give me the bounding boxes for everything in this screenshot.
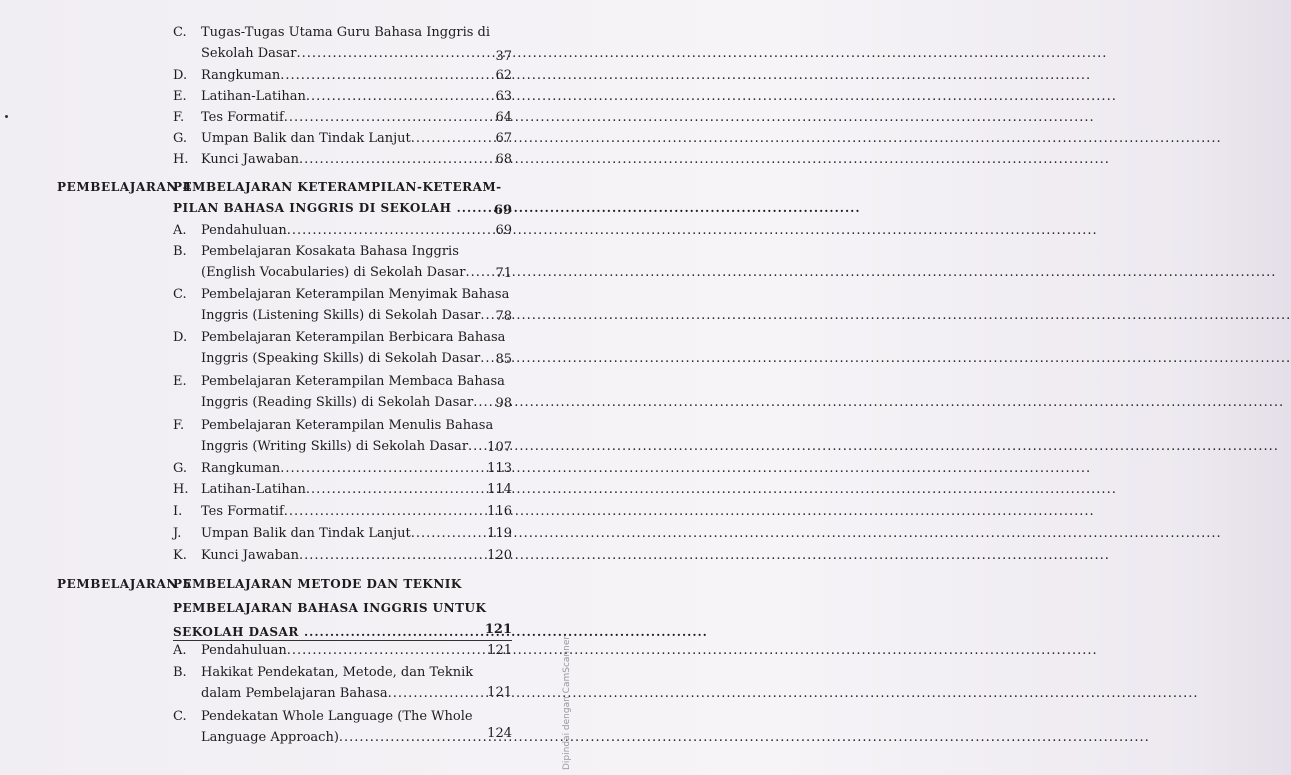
entry-line: Pendahuluan ..... bbox=[201, 640, 471, 661]
entry-letter: D. bbox=[173, 68, 188, 83]
entry-page-number: 124 bbox=[487, 726, 512, 741]
entry-letter: J. bbox=[173, 526, 182, 541]
entry-title bbox=[201, 479, 471, 500]
entry-line: Pendekatan Whole Language (The Whole bbox=[201, 709, 473, 724]
entry-letter: H. bbox=[173, 152, 189, 167]
entry-page-number: 69 bbox=[495, 223, 512, 238]
chapter-title-line: PEMBELAJARAN METODE DAN TEKNIK bbox=[173, 577, 462, 591]
entry-page-number: 113 bbox=[487, 461, 512, 476]
entry-title bbox=[201, 241, 471, 283]
entry-line: Inggris (Speaking Skills) di Sekolah Dasar ..... bbox=[201, 348, 471, 369]
entry-page-number: 121 bbox=[487, 643, 512, 658]
chapter-label: PEMBELAJARAN 4 bbox=[57, 180, 192, 194]
entry-line: Sekolah Dasar ..... bbox=[201, 43, 471, 64]
entry-letter: A. bbox=[173, 223, 187, 238]
entry-line: Pembelajaran Keterampilan Menyimak Bahasa bbox=[201, 287, 510, 302]
entry-line: Latihan-Latihan ..... bbox=[201, 86, 471, 107]
entry-title bbox=[201, 149, 471, 170]
entry-title bbox=[201, 65, 471, 86]
entry-page-number: 98 bbox=[495, 396, 512, 411]
entry-page-number: 120 bbox=[487, 548, 512, 563]
entry-page-number: 37 bbox=[495, 49, 512, 64]
entry-title bbox=[201, 501, 471, 522]
entry-title bbox=[201, 545, 471, 566]
entry-title bbox=[201, 86, 471, 107]
entry-letter: F. bbox=[173, 418, 185, 433]
chapter-label: PEMBELAJARAN 5 bbox=[57, 577, 192, 591]
entry-line: Pembelajaran Keterampilan Membaca Bahasa bbox=[201, 374, 505, 389]
entry-letter: C. bbox=[173, 709, 187, 724]
entry-letter: G. bbox=[173, 131, 188, 146]
entry-line: Inggris (Reading Skills) di Sekolah Dasar ..... bbox=[201, 392, 471, 413]
entry-line: Latihan-Latihan ..... bbox=[201, 479, 471, 500]
entry-line: Pembelajaran Keterampilan Berbicara Bahasa bbox=[201, 330, 506, 345]
entry-page-number: 62 bbox=[495, 68, 512, 83]
entry-page-number: 114 bbox=[487, 482, 512, 497]
entry-page-number: 67 bbox=[495, 131, 512, 146]
scan-speck bbox=[5, 115, 8, 118]
entry-line: Kunci Jawaban ..... bbox=[201, 149, 471, 170]
chapter-title-line: PEMBELAJARAN BAHASA INGGRIS UNTUK bbox=[173, 601, 487, 615]
chapter-title bbox=[173, 574, 487, 643]
entry-line: Rangkuman ..... bbox=[201, 458, 471, 479]
entry-page-number: 78 bbox=[495, 309, 512, 324]
entry-page-number: 119 bbox=[487, 526, 512, 541]
entry-line: Kunci Jawaban ..... bbox=[201, 545, 471, 566]
entry-line: dalam Pembelajaran Bahasa ..... bbox=[201, 683, 471, 704]
entry-title bbox=[201, 107, 471, 128]
entry-title bbox=[201, 22, 491, 64]
entry-page-number: 121 bbox=[487, 685, 512, 700]
chapter-page-number: 121 bbox=[484, 622, 512, 637]
entry-title bbox=[201, 415, 494, 457]
entry-letter: C. bbox=[173, 287, 187, 302]
entry-line: Tes Formatif ..... bbox=[201, 501, 471, 522]
entry-letter: K. bbox=[173, 548, 187, 563]
entry-letter: B. bbox=[173, 665, 187, 680]
chapter-page-number: 69 bbox=[493, 203, 512, 218]
entry-letter: E. bbox=[173, 374, 187, 389]
entry-title bbox=[201, 706, 471, 748]
entry-letter: E. bbox=[173, 89, 187, 104]
entry-title bbox=[201, 662, 474, 704]
chapter-title-line: PEMBELAJARAN KETERAMPILAN-KETERAM- bbox=[173, 180, 502, 194]
entry-line: Umpan Balik dan Tindak Lanjut ..... bbox=[201, 128, 471, 149]
entry-letter: H. bbox=[173, 482, 189, 497]
entry-line: Pembelajaran Kosakata Bahasa Inggris bbox=[201, 244, 459, 259]
entry-line: Language Approach) ..... bbox=[201, 727, 471, 748]
entry-line: Rangkuman ..... bbox=[201, 65, 471, 86]
entry-line: Umpan Balik dan Tindak Lanjut ..... bbox=[201, 523, 471, 544]
entry-title bbox=[201, 458, 471, 479]
entry-title bbox=[201, 640, 471, 661]
entry-letter: C. bbox=[173, 25, 187, 40]
entry-letter: F. bbox=[173, 110, 185, 125]
entry-title bbox=[201, 128, 471, 149]
entry-letter: D. bbox=[173, 330, 188, 345]
toc-page bbox=[0, 0, 600, 775]
entry-letter: A. bbox=[173, 643, 187, 658]
entry-line: Tes Formatif ..... bbox=[201, 107, 471, 128]
entry-letter: G. bbox=[173, 461, 188, 476]
entry-line: Tugas-Tugas Utama Guru Bahasa Inggris di bbox=[201, 25, 491, 40]
entry-line: Inggris (Listening Skills) di Sekolah Dasar ..... bbox=[201, 305, 471, 326]
entry-line: Pembelajaran Keterampilan Menulis Bahasa bbox=[201, 418, 494, 433]
entry-letter: I. bbox=[173, 504, 183, 519]
entry-letter: B. bbox=[173, 244, 187, 259]
scanner-watermark: Dipindai dengan CamScanner bbox=[562, 635, 572, 770]
entry-line: (English Vocabularies) di Sekolah Dasar ..... bbox=[201, 262, 471, 283]
chapter-title bbox=[173, 177, 502, 219]
entry-line: Hakikat Pendekatan, Metode, dan Teknik bbox=[201, 665, 474, 680]
entry-page-number: 68 bbox=[495, 152, 512, 167]
entry-page-number: 107 bbox=[487, 440, 512, 455]
chapter-title-line: SEKOLAH DASAR ..... bbox=[173, 622, 473, 643]
entry-title bbox=[201, 220, 471, 241]
entry-page-number: 64 bbox=[495, 110, 512, 125]
entry-page-number: 85 bbox=[495, 352, 512, 367]
entry-page-number: 71 bbox=[495, 266, 512, 281]
chapter-title-line: PILAN BAHASA INGGRIS DI SEKOLAH ..... bbox=[173, 198, 473, 219]
entry-page-number: 116 bbox=[487, 504, 512, 519]
entry-page-number: 63 bbox=[495, 89, 512, 104]
entry-line: Pendahuluan ..... bbox=[201, 220, 471, 241]
entry-line: Inggris (Writing Skills) di Sekolah Dasar ..... bbox=[201, 436, 471, 457]
entry-title bbox=[201, 523, 471, 544]
